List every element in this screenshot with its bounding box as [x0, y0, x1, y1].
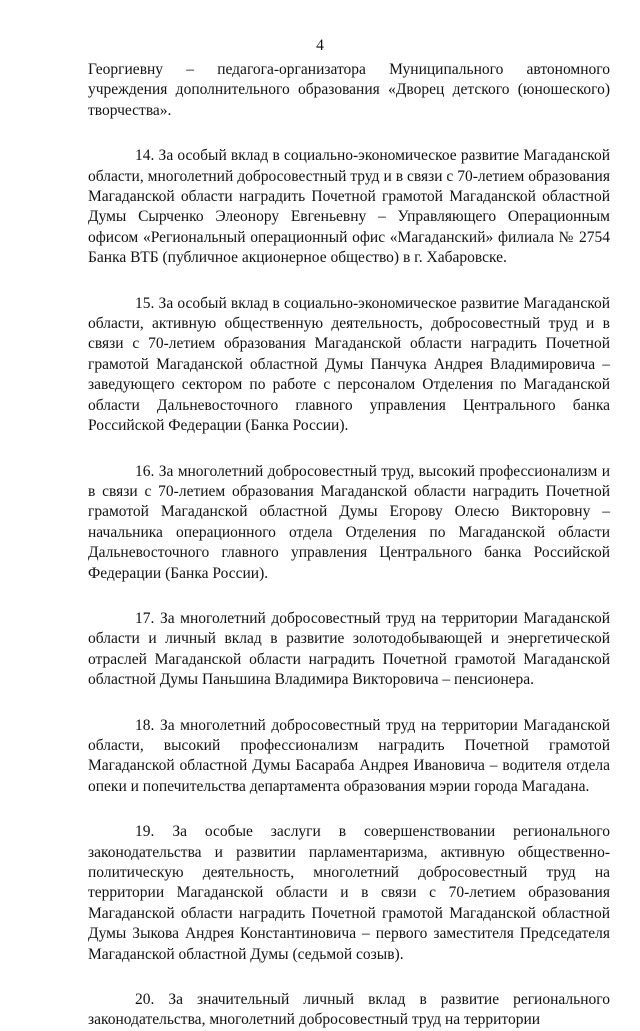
- paragraph-item-15: 15. За особый вклад в социально-экономическое развитие Магаданской области, активную общественную деятельность, добросовестный труд и в связи с 70-летием образования Магаданской области наградить Почетной грамотой Магаданской областной Думы Панчука Андрея Владимировича – заведующего сектором по работе с персоналом Отделения по Магаданской области Дальневосточного главного управления Центрального банка Российской Федерации (Банка России).: [88, 294, 610, 435]
- document-body: [88, 60, 610, 1031]
- page-number: 4: [316, 37, 324, 54]
- paragraph-item-17: 17. За многолетний добросовестный труд на территории Магаданской области и личный вклад в развитие золотодобывающей и энергетической отраслей Магаданской области наградить Почетной грамотой Магаданской областной Думы Паньшина Владимира Викторовича – пенсионера.: [88, 609, 610, 689]
- paragraph-item-20: 20. За значительный личный вклад в развитие регионального законодательства, многолетний добросовестный труд на территории: [88, 991, 610, 1029]
- paragraph-continuation: Георгиевну – педагога-организатора Муниципального автономного учреждения дополнительного образования «Дворец детского (юношеского) творчества».: [88, 61, 610, 119]
- paragraph-item-14: 14. За особый вклад в социально-экономическое развитие Магаданской области, многолетний добросовестный труд и в связи с 70-летием образования Магаданской области наградить Почетной грамотой Магаданской областной Думы Сырченко Элеонору Евгеньевну – Управляющего Операционным офисом «Региональный операционный офис «Магаданский» филиала № 2754 Банка ВТБ (публичное акционерное общество) в г. Хабаровске.: [88, 147, 610, 267]
- paragraph-item-19: 19. За особые заслуги в совершенствовании регионального законодательства и развитии парламентаризма, активную общественно-политическую деятельность, многолетний добросовестный труд на территории Магаданской области и в связи с 70-летием образования Магаданской области наградить Почетной грамотой Магаданской областной Думы Зыкова Андрея Константиновича – первого заместителя Председателя Магаданской областной Думы (седьмой созыв).: [88, 823, 610, 963]
- paragraph-item-16: 16. За многолетний добросовестный труд, высокий профессионализм и в связи с 70-летием образования Магаданской области наградить Почетной грамотой Магаданской областной Думы Егорову Олесю Викторовну – начальника операционного отдела Отделения по Магаданской области Дальневосточного главного управления Центрального банка Российской Федерации (Банка России).: [88, 462, 610, 582]
- paragraph-item-18: 18. За многолетний добросовестный труд на территории Магаданской области, высокий профессионализм наградить Почетной грамотой Магаданской областной Думы Басараба Андрея Ивановича – водителя отдела опеки и попечительства департамента образования мэрии города Магадана.: [88, 716, 610, 795]
